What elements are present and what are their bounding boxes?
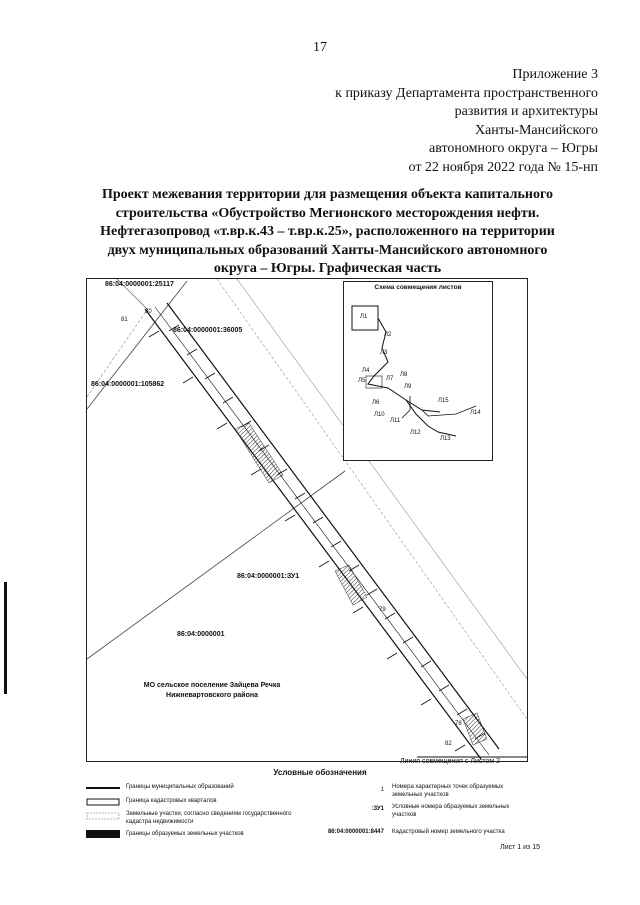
mo-line: МО сельское поселение Зайцева Речка <box>143 682 281 689</box>
document-title <box>60 186 595 279</box>
sheet-label: Л9 <box>404 384 412 390</box>
point-number: 82 <box>445 741 452 747</box>
appendix-block <box>238 66 598 177</box>
sheet-label: Л12 <box>410 430 421 436</box>
legend-title: Условные обозначения <box>273 768 367 777</box>
legend-symbol-formed <box>86 830 120 838</box>
sheet-label: Л10 <box>374 412 385 418</box>
sheet-label: Л3 <box>380 350 388 356</box>
hatched-segment <box>235 423 283 483</box>
sheet-label: Л8 <box>400 372 408 378</box>
title-line: Проект межевания территории для размещения объекта капитального <box>101 187 554 202</box>
legend-symbol-municipal <box>86 784 120 792</box>
appendix-line: Ханты-Мансийского <box>474 122 598 138</box>
title-line: строительства «Обустройство Мегионского месторождения нефти. <box>115 205 540 221</box>
appendix-line: Приложение 3 <box>512 67 598 82</box>
title-line: округа – Югры. Графическая часть <box>213 261 442 276</box>
legend-label: Кадастровый номер земельного участка <box>392 829 505 835</box>
legend-label: Земельные участки, согласно сведениям государственного кадастра недвижимости <box>126 811 292 825</box>
sheet-label: Л2 <box>384 332 392 338</box>
point-number: 79 <box>379 607 386 613</box>
legend-symbol-zu: :ЗУ1 <box>371 806 384 812</box>
appendix-line: к приказу Департамента пространственного <box>335 85 598 101</box>
sheet-label: Л6 <box>372 400 380 406</box>
municipality-label <box>117 681 307 701</box>
legend-symbol-parcels <box>86 812 120 820</box>
parcel-label: 86:04:0000001:105862 <box>91 381 165 388</box>
parcel-label: 86:04:0000001:36005 <box>173 327 243 334</box>
sheet-label: Л14 <box>470 410 481 416</box>
legend-label: Номера характерных точек образуемых земельных участков <box>392 784 504 798</box>
sheet-label: Л13 <box>440 436 451 442</box>
title-line: двух муниципальных образований Ханты-Мансийского автономного <box>107 242 548 258</box>
map-frame <box>86 278 528 762</box>
sheet-footer: Лист 1 из 15 <box>500 844 540 851</box>
legend-symbol-quarter <box>86 798 120 806</box>
sheet-scheme <box>343 281 493 461</box>
page-number: 17 <box>313 40 327 55</box>
join-line-label: Линия совмещения с Листом 2 <box>400 758 501 765</box>
sheet-label: Л4 <box>362 368 370 374</box>
appendix-line: автономного округа – Югры <box>429 141 598 156</box>
point-number: 78 <box>455 721 462 727</box>
legend-label: Условные номера образуемых земельных участков <box>392 804 510 818</box>
parcel-label: 86:04:0000001:25117 <box>105 281 174 288</box>
legend-label: Границы муниципальных образований <box>126 784 234 790</box>
legend-symbol-point: 1 <box>380 787 384 793</box>
sheet-label: Л5 <box>358 378 366 384</box>
legend-label: Граница кадастровых кварталов <box>126 798 217 804</box>
sheet-label: Л1 <box>360 314 368 320</box>
parcel-label: 86:04:0000001:ЗУ1 <box>237 573 300 580</box>
sheet-label: Л11 <box>390 418 401 424</box>
appendix-line: от 22 ноября 2022 года № 15-нп <box>408 159 598 175</box>
sheet-label: Л7 <box>386 376 394 382</box>
margin-mark <box>4 582 7 694</box>
point-number: 80 <box>145 309 152 315</box>
sheet-label: Л15 <box>438 398 449 404</box>
legend-symbol-cadastral: 86:04:0000001:8447 <box>327 829 384 835</box>
appendix-line: развития и архитектуры <box>454 104 598 119</box>
quarter-label: 86:04:0000001 <box>177 631 225 638</box>
title-line: Нефтегазопровод «т.вр.к.43 – т.вр.к.25», расположенного на территории <box>100 224 555 239</box>
scheme-title: Схема совмещения листов <box>374 284 462 291</box>
point-number: 81 <box>121 317 128 323</box>
legend-label: Границы образуемых земельных участков <box>126 831 244 837</box>
mo-line: Нижневартовского района <box>166 692 258 699</box>
